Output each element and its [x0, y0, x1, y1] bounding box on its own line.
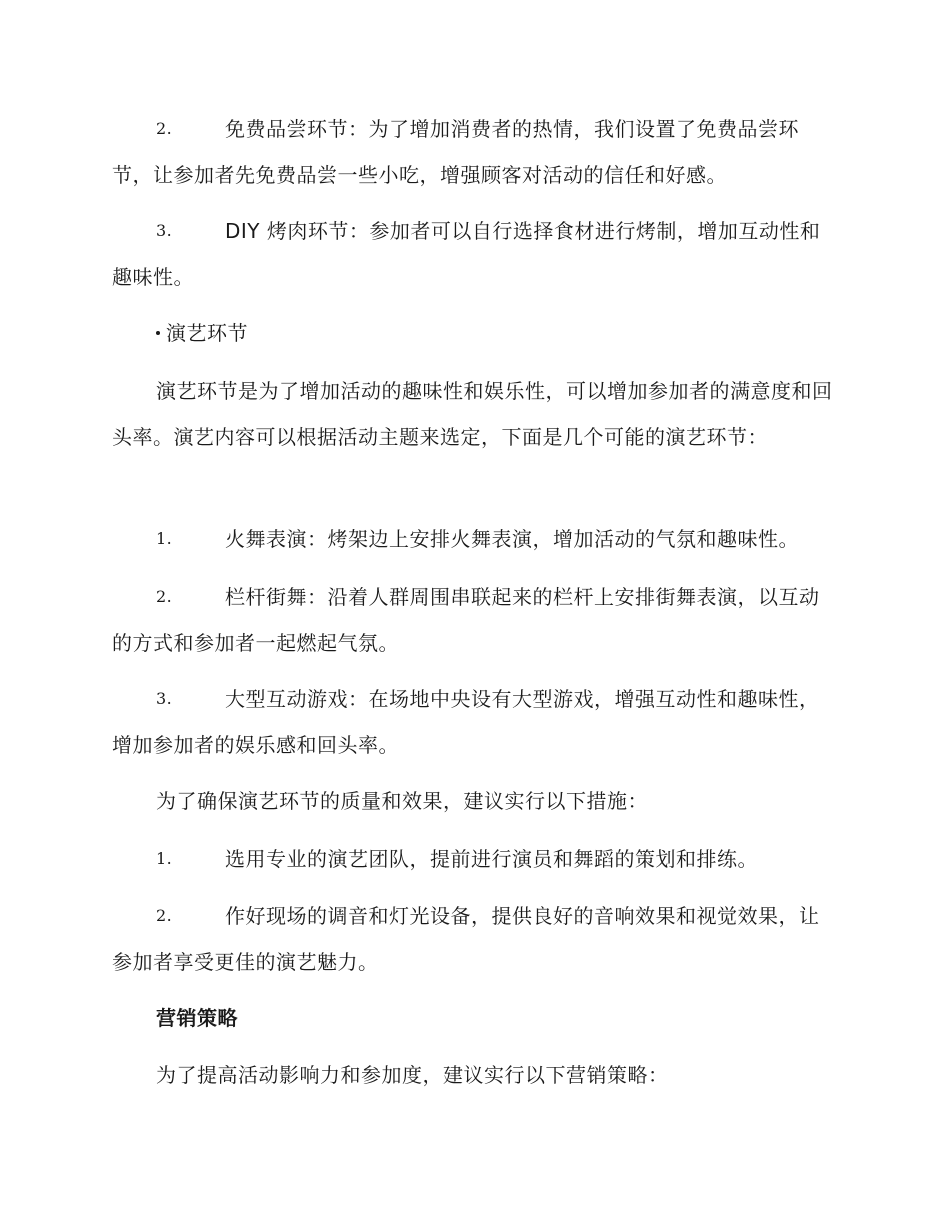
list-item-interactive-game: [112, 676, 834, 768]
list-item-text: 免费品尝环节：为了增加消费者的热情，我们设置了免费品尝环节，让参加者先免费品尝一些小吃，增强顾客对活动的信任和好感。: [112, 117, 799, 187]
section-heading-marketing: 营销策略: [156, 1006, 238, 1030]
paragraph-marketing-intro: 为了提高活动影响力和参加度，建议实行以下营销策略：: [156, 1063, 669, 1087]
list-item-text: 作好现场的调音和灯光设备，提供良好的音响效果和视觉效果，让参加者享受更佳的演艺魅力。: [112, 904, 820, 974]
list-item-text: 大型互动游戏：在场地中央设有大型游戏，增强互动性和趣味性，增加参加者的娱乐感和回头率。: [112, 687, 820, 757]
list-number: 2.: [156, 119, 173, 138]
bullet-dot-icon: [156, 331, 160, 335]
list-item-fire-dance: [112, 516, 834, 562]
list-item-text: 选用专业的演艺团队，提前进行演员和舞蹈的策划和排练。: [225, 847, 758, 871]
list-item-text: 火舞表演：烤架边上安排火舞表演，增加活动的气氛和趣味性。: [225, 527, 799, 551]
list-item-free-tasting: [112, 106, 834, 198]
list-item-text: 栏杆街舞：沿着人群周围串联起来的栏杆上安排街舞表演，以互动的方式和参加者一起燃起气氛。: [112, 585, 820, 655]
list-number: 1.: [156, 529, 173, 548]
list-number: 2.: [156, 906, 173, 925]
list-item-sound-lighting: [112, 893, 834, 985]
list-item-professional-team: [112, 836, 834, 882]
paragraph-quality-intro: 为了确保演艺环节的质量和效果，建议实行以下措施：: [156, 789, 648, 813]
list-item-diy-bbq: [112, 208, 834, 300]
paragraph-performance-intro: 演艺环节是为了增加活动的趣味性和娱乐性，可以增加参加者的满意度和回头率。演艺内容可以根据活动主题来选定，下面是几个可能的演艺环节：: [112, 379, 833, 449]
list-number: 1.: [156, 849, 173, 868]
list-number: 3.: [156, 689, 173, 708]
list-item-street-dance: [112, 574, 834, 666]
list-item-text: DIY 烤肉环节：参加者可以自行选择食材进行烤制，增加互动性和趣味性。: [112, 219, 821, 289]
list-number: 2.: [156, 587, 173, 606]
bullet-heading-performance: [156, 310, 248, 356]
bullet-heading-text: 演艺环节: [166, 321, 248, 345]
list-number: 3.: [156, 221, 173, 240]
